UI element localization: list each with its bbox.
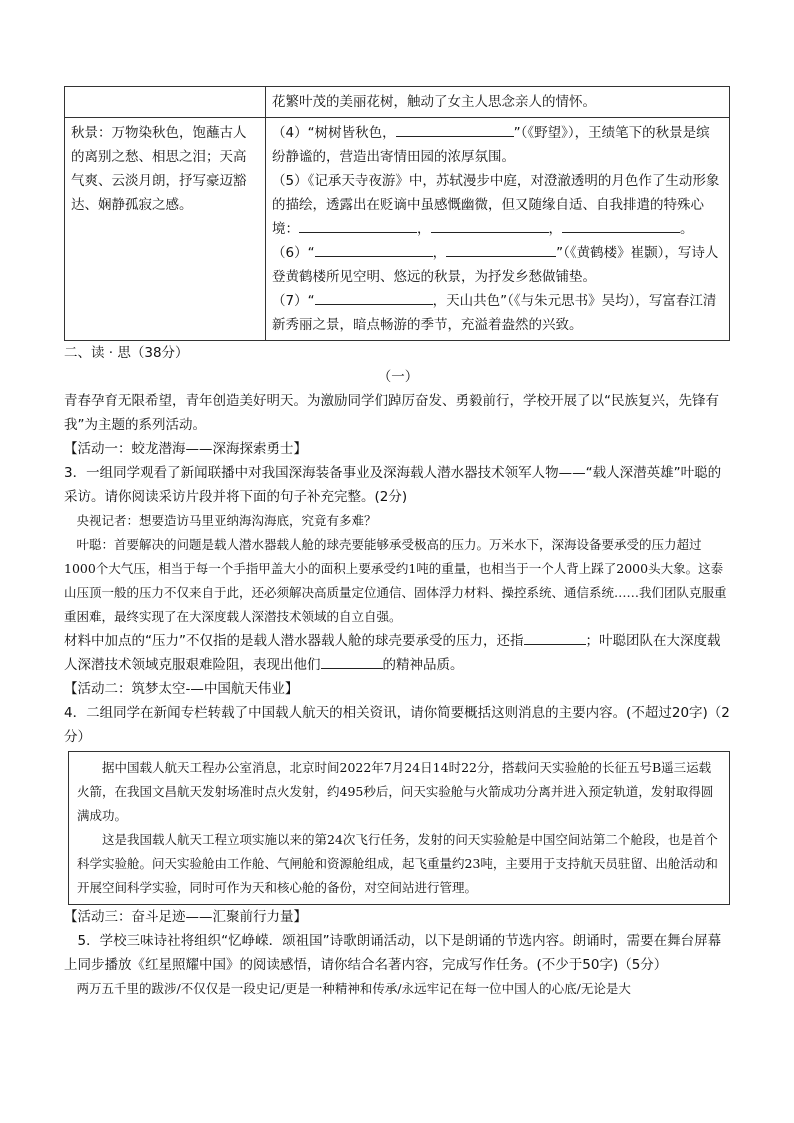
fill-blank[interactable]	[431, 218, 549, 233]
table-cell-text: 花繁叶茂的美丽花树，触动了女主人思念亲人的情怀。	[266, 87, 730, 118]
item-5: （5）《记承天寺夜游》中，苏轼漫步中庭，对澄澈透明的月色作了生动形象的描绘，透露出在贬谪中虽感慨幽微，但又随缘自适、自我排遣的特殊心境： ， ， 。	[272, 173, 720, 237]
fill-blank[interactable]	[315, 290, 433, 305]
activity-2-heading: 【活动二：筑梦太空-—中国航天伟业】	[64, 681, 299, 697]
fill-blank[interactable]	[524, 630, 586, 645]
news-box	[68, 751, 730, 905]
news-paragraph-2: 这是我国载人航天工程立项实施以来的第24次飞行任务，发射的问天实验舱是中国空间站第二个舱段，也是首个科学实验舱。问天实验舱由工作舱、气闸舱和资源舱组成，起飞重量约23吨，主要用于支持航天员驻留、出舱活动和开展空间科学实验，同时可作为天和核心舱的备份，对空间站进行管理。	[77, 832, 718, 895]
part-label: （一）	[377, 369, 419, 385]
table-cell-empty	[65, 87, 266, 118]
table-row	[65, 118, 730, 341]
news-paragraph-1: 据中国载人航天工程办公室消息，北京时间2022年7月24日14时22分，搭载问天实验舱的长征五号B遥三运载火箭，在我国文昌航天发射场准时点火发射，约495秒后，问天实验舱与火箭成功分离并进入预定轨道，发射取得圆满成功。	[77, 760, 714, 823]
table-row	[65, 87, 730, 118]
question-3: 3．一组同学观看了新闻联播中对我国深海装备事业及深海载人潜水器技术领军人物——“载人深潜英雄”叶聪的采访。请你阅读采访片段并将下面的句子补充完整。(2分)	[64, 465, 722, 505]
poem-excerpt: 两万五千里的跋涉/不仅仅是一段史记/更是一种精神和传承/永远牢记在每一位中国人的心底/无论是大	[76, 981, 631, 996]
question-4: 4．二组同学在新闻专栏转载了中国载人航天的相关资讯，请你简要概括这则消息的主要内容。(不超过20字)（2分）	[64, 705, 730, 745]
autumn-scene-description: 秋景：万物染秋色，饱蘸古人的离别之愁、相思之泪；天高气爽、云淡月朗，抒写豪迈豁达、娴静孤寂之感。	[65, 118, 266, 341]
fill-blank[interactable]	[562, 218, 680, 233]
fill-blank[interactable]	[321, 654, 383, 669]
fill-blank[interactable]	[396, 122, 514, 137]
item-7: （7）“ ，天山共色”（《与朱元思书》吴均），写富春江清新秀丽之景，暗点畅游的季节，充溢着盎然的兴致。	[272, 289, 723, 337]
poetry-table	[64, 86, 730, 341]
fill-blank[interactable]	[299, 218, 417, 233]
activity-3-heading: 【活动三：奋斗足迹——汇聚前行力量】	[64, 909, 307, 925]
question-5: 5．学校三味诗社将组织“忆峥嵘．颂祖国”诗歌朗诵活动，以下是朗诵的节选内容。朗诵时，需要在舞台屏幕上同步播放《红星照耀中国》的阅读感悟，请你结合名著内容，完成写作任务。(不少于50字)（5分）	[64, 933, 722, 973]
question-3-fill: 材料中加点的“压力”不仅指的是载人潜水器载人舱的球壳要承受的压力，还指 ；叶聪团队在大深度载人深潜技术领域克服艰难险阻，表现出他们 的精神品质。	[64, 629, 732, 677]
intro-paragraph: 青春孕育无限希望，青年创造美好明天。为激励同学们踔厉奋发、勇毅前行，学校开展了以“民族复兴，先锋有我”为主题的系列活动。	[64, 393, 719, 433]
fill-blank[interactable]	[446, 242, 556, 257]
interview-question: 央视记者：想要造访马里亚纳海沟海底，究竟有多难？	[76, 513, 377, 528]
item-4: （4）“树树皆秋色， ”（《野望》），王绩笔下的秋景是缤纷静谧的，营造出寄情田园的浓厚氛围。	[272, 121, 723, 169]
activity-1-heading: 【活动一：蛟龙潜海——深海探索勇士】	[64, 441, 307, 457]
interview-answer: 叶聪：首要解决的问题是载人潜水器载人舱的球壳要能够承受极高的压力。万米水下，深海设备要承受的压力超过1000个大气压，相当于每一个手指甲盖大小的面积上要承受约1吨的重量，也相当于一个人背上踩了2000头大象。这泰山压顶一般的压力不仅来自于此，还必须解决高质量定位通信、固体浮力材料、操控系统、通信系统……我们团队克服重重困难，最终实现了在大深度载人深潜技术领域的自立自强。	[64, 537, 727, 624]
item-6: （6）“ ， ”（《黄鹤楼》崔颢），写诗人登黄鹤楼所见空明、悠远的秋景，为抒发乡愁做铺垫。	[272, 241, 723, 289]
section-heading: 二、读 · 思（38分）	[64, 345, 189, 361]
document-page	[64, 86, 732, 1001]
fill-blank[interactable]	[315, 242, 433, 257]
autumn-items-cell	[266, 118, 730, 341]
